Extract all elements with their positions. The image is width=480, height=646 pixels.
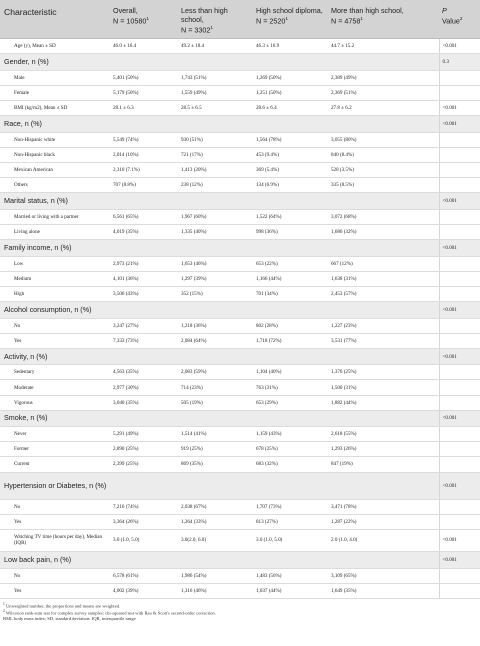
header-less-than-high-school: Less than high school, $N = 3302^1$ xyxy=(178,0,253,39)
cell-overall: 28.1 ± 6.3 xyxy=(110,101,178,116)
row-label: Current xyxy=(0,457,110,472)
cell-p-value xyxy=(439,132,480,147)
cell-p-value: <0.001 xyxy=(439,39,480,54)
row-label: Medium xyxy=(0,271,110,286)
table-row xyxy=(0,209,480,224)
cell-p-value xyxy=(439,163,480,178)
cell-diploma: 653 (29%) xyxy=(253,395,328,410)
section-header-row xyxy=(0,240,480,257)
table-row xyxy=(0,101,480,116)
table-row xyxy=(0,271,480,286)
row-label: No xyxy=(0,499,110,514)
cell-more: 1,227 (23%) xyxy=(328,318,439,333)
row-label: Low xyxy=(0,256,110,271)
cell-overall: 46.0 ± 16.4 xyxy=(110,39,178,54)
cell-more: 1,293 (26%) xyxy=(328,442,439,457)
table-row xyxy=(0,457,480,472)
cell-overall: 2,014 (10%) xyxy=(110,148,178,163)
table-row xyxy=(0,568,480,583)
table-row xyxy=(0,132,480,147)
row-label: Vigorous xyxy=(0,395,110,410)
cell-overall: 2,310 (7.1%) xyxy=(110,163,178,178)
cell-less: 505 (19%) xyxy=(178,395,253,410)
table-header-row xyxy=(0,0,480,39)
cell-overall: 3,247 (27%) xyxy=(110,318,178,333)
cell-less: 721 (17%) xyxy=(178,148,253,163)
cell-p-value: <0.001 xyxy=(439,552,480,569)
row-label: Never xyxy=(0,427,110,442)
cell-more: 1,638 (31%) xyxy=(328,271,439,286)
cell-p-value: <0.001 xyxy=(439,301,480,318)
footnote-abbreviations: BMI, body mass index; SD, standard deviation; IQR, interquartile range xyxy=(3,616,136,622)
cell-more: 27.8 ± 6.2 xyxy=(328,101,439,116)
cell-overall: 4,019 (35%) xyxy=(110,225,178,240)
cell-less: 1,413 (20%) xyxy=(178,163,253,178)
cell-diploma: 813 (27%) xyxy=(253,514,328,529)
row-label: Yes xyxy=(0,514,110,529)
cell-p-value xyxy=(439,333,480,348)
header-high-school-diploma: High school diploma, $N = 2520^1$ xyxy=(253,0,328,39)
table-row xyxy=(0,365,480,380)
cell-more: 2,389 (49%) xyxy=(328,71,439,86)
cell-diploma: 369 (5.4%) xyxy=(253,163,328,178)
header-overall: Overall, $N = 10580^1$ xyxy=(110,0,178,39)
cell-diploma: 678 (25%) xyxy=(253,442,328,457)
row-label: Watching TV time (hours per day), Median (IQR) xyxy=(0,529,110,552)
footnote-1: $^1$ Unweighted number, the proportions and means are weighted. xyxy=(3,601,121,609)
table-row xyxy=(0,163,480,178)
cell-diploma: 763 (31%) xyxy=(253,380,328,395)
section-title-marital-status: Marital status, n (%) xyxy=(0,193,439,210)
cell-overall: 2,890 (25%) xyxy=(110,442,178,457)
row-label: Female xyxy=(0,86,110,101)
cell-more: 1,882 (44%) xyxy=(328,395,439,410)
row-label: No xyxy=(0,568,110,583)
cell-overall: 6,561 (65%) xyxy=(110,209,178,224)
cell-p-value: 0.3 xyxy=(439,54,480,71)
cell-p-value xyxy=(439,256,480,271)
table-row xyxy=(0,427,480,442)
header-more-than-high-school: More than high school, $N = 4758^1$ xyxy=(328,0,439,39)
cell-p-value xyxy=(439,86,480,101)
cell-p-value xyxy=(439,318,480,333)
cell-overall: 5,401 (50%) xyxy=(110,71,178,86)
section-header-row xyxy=(0,472,480,499)
row-label: Married or living with a partner xyxy=(0,209,110,224)
section-header-row xyxy=(0,193,480,210)
cell-diploma: 1,564 (78%) xyxy=(253,132,328,147)
cell-less: 869 (35%) xyxy=(178,457,253,472)
footnote-2: $^2$ Wilcoxon rank-sum test for complex survey samples; chi-squared test with Rao & Scott's second-order correction. xyxy=(3,609,216,616)
table-row xyxy=(0,442,480,457)
cell-p-value: <0.001 xyxy=(439,529,480,552)
table-row xyxy=(0,395,480,410)
row-label: Yes xyxy=(0,583,110,598)
table-row xyxy=(0,286,480,301)
cell-diploma: 3.0 (1.0, 5.0) xyxy=(253,529,328,552)
cell-more: 1,376 (25%) xyxy=(328,365,439,380)
row-label: High xyxy=(0,286,110,301)
table-row xyxy=(0,583,480,598)
table-row xyxy=(0,71,480,86)
cell-more: 3,471 (78%) xyxy=(328,499,439,514)
cell-diploma: 453 (9.4%) xyxy=(253,148,328,163)
cell-more: 44.7 ± 15.2 xyxy=(328,39,439,54)
section-title-low-back-pain: Low back pain, n (%) xyxy=(0,552,439,569)
cell-diploma: 46.3 ± 16.9 xyxy=(253,39,328,54)
cell-less: 238 (12%) xyxy=(178,178,253,193)
cell-more: 3,072 (68%) xyxy=(328,209,439,224)
section-header-row xyxy=(0,348,480,365)
row-label: Moderate xyxy=(0,380,110,395)
cell-p-value: <0.001 xyxy=(439,472,480,499)
row-label: No xyxy=(0,318,110,333)
section-title-gender: Gender, n (%) xyxy=(0,54,439,71)
cell-p-value: <0.001 xyxy=(439,116,480,133)
cell-p-value xyxy=(439,514,480,529)
row-label: Age (y), Mean ± SD xyxy=(0,39,110,54)
section-title-activity: Activity, n (%) xyxy=(0,348,439,365)
cell-less: 28.5 ± 6.5 xyxy=(178,101,253,116)
cell-more: 667 (12%) xyxy=(328,256,439,271)
cell-p-value: <0.001 xyxy=(439,101,480,116)
cell-diploma: 1,037 (44%) xyxy=(253,583,328,598)
cell-overall: 2,977 (30%) xyxy=(110,380,178,395)
row-label: Non-Hispanic black xyxy=(0,148,110,163)
cell-overall: 7,333 (73%) xyxy=(110,333,178,348)
cell-diploma: 1,166 (44%) xyxy=(253,271,328,286)
cell-less: 352 (15%) xyxy=(178,286,253,301)
cell-diploma: 1,269 (50%) xyxy=(253,71,328,86)
cell-diploma: 134 (6.9%) xyxy=(253,178,328,193)
cell-overall: 3,040 (35%) xyxy=(110,395,178,410)
cell-overall: 707 (8.8%) xyxy=(110,178,178,193)
cell-overall: 5,549 (74%) xyxy=(110,132,178,147)
section-title-smoke: Smoke, n (%) xyxy=(0,410,439,427)
cell-less: 2,083 (59%) xyxy=(178,365,253,380)
table-footnotes xyxy=(0,599,480,622)
section-header-row xyxy=(0,54,480,71)
cell-overall: 4,101 (36%) xyxy=(110,271,178,286)
cell-less: 1,316 (46%) xyxy=(178,583,253,598)
row-label: Living alone xyxy=(0,225,110,240)
row-label: Non-Hispanic white xyxy=(0,132,110,147)
cell-overall: 5,179 (50%) xyxy=(110,86,178,101)
cell-more: 847 (19%) xyxy=(328,457,439,472)
cell-less: 1,986 (54%) xyxy=(178,568,253,583)
cell-diploma: 998 (36%) xyxy=(253,225,328,240)
cell-more: 840 (8.4%) xyxy=(328,148,439,163)
table-row xyxy=(0,380,480,395)
cell-overall: 3.0 (1.0, 5.0) xyxy=(110,529,178,552)
cell-less: 3.0(2.0, 6.0) xyxy=(178,529,253,552)
cell-more: 2,618 (55%) xyxy=(328,427,439,442)
table-row xyxy=(0,499,480,514)
cell-p-value: <0.001 xyxy=(439,410,480,427)
row-label: Yes xyxy=(0,333,110,348)
section-header-row xyxy=(0,301,480,318)
table-row xyxy=(0,529,480,552)
row-label: Mexican American xyxy=(0,163,110,178)
cell-p-value xyxy=(439,457,480,472)
cell-less: 714 (23%) xyxy=(178,380,253,395)
cell-more: 2,453 (57%) xyxy=(328,286,439,301)
cell-less: 1,218 (36%) xyxy=(178,318,253,333)
cell-more: 1,500 (31%) xyxy=(328,380,439,395)
header-p-value: P Value$^2$ xyxy=(439,0,480,39)
cell-p-value xyxy=(439,395,480,410)
cell-overall: 6,578 (61%) xyxy=(110,568,178,583)
cell-p-value xyxy=(439,225,480,240)
section-title-family-income: Family income, n (%) xyxy=(0,240,439,257)
cell-diploma: 28.6 ± 6.4 xyxy=(253,101,328,116)
cell-more: 528 (3.5%) xyxy=(328,163,439,178)
cell-p-value xyxy=(439,499,480,514)
section-header-row xyxy=(0,552,480,569)
cell-overall: 4,002 (39%) xyxy=(110,583,178,598)
table-row xyxy=(0,225,480,240)
row-label: Former xyxy=(0,442,110,457)
cell-more: 3,109 (65%) xyxy=(328,568,439,583)
section-title-race: Race, n (%) xyxy=(0,116,439,133)
cell-diploma: 802 (28%) xyxy=(253,318,328,333)
cell-p-value xyxy=(439,442,480,457)
cell-less: 1,967 (60%) xyxy=(178,209,253,224)
cell-more: 1,287 (22%) xyxy=(328,514,439,529)
cell-diploma: 1,718 (72%) xyxy=(253,333,328,348)
cell-less: 1,335 (40%) xyxy=(178,225,253,240)
cell-p-value xyxy=(439,365,480,380)
cell-p-value xyxy=(439,271,480,286)
cell-p-value: <0.001 xyxy=(439,193,480,210)
cell-more: 3,055 (80%) xyxy=(328,132,439,147)
cell-overall: 2,399 (25%) xyxy=(110,457,178,472)
cell-less: 930 (51%) xyxy=(178,132,253,147)
cell-diploma: 683 (32%) xyxy=(253,457,328,472)
cell-less: 919 (25%) xyxy=(178,442,253,457)
cell-less: 1,297 (39%) xyxy=(178,271,253,286)
cell-overall: 2,973 (21%) xyxy=(110,256,178,271)
cell-less: 1,743 (51%) xyxy=(178,71,253,86)
row-label: Others xyxy=(0,178,110,193)
cell-more: 1,649 (35%) xyxy=(328,583,439,598)
table-row xyxy=(0,514,480,529)
cell-less: 2,084 (64%) xyxy=(178,333,253,348)
cell-diploma: 701 (34%) xyxy=(253,286,328,301)
table-row xyxy=(0,86,480,101)
cell-less: 49.2 ± 18.4 xyxy=(178,39,253,54)
cell-overall: 4,563 (35%) xyxy=(110,365,178,380)
cell-less: 2,038 (67%) xyxy=(178,499,253,514)
table-row xyxy=(0,256,480,271)
cell-p-value xyxy=(439,148,480,163)
row-label: BMI (kg/m2), Mean ± SD xyxy=(0,101,110,116)
cell-p-value xyxy=(439,380,480,395)
section-header-row xyxy=(0,410,480,427)
cell-overall: 3,364 (26%) xyxy=(110,514,178,529)
cell-less: 1,559 (49%) xyxy=(178,86,253,101)
cell-diploma: 1,522 (64%) xyxy=(253,209,328,224)
cell-less: 1,653 (46%) xyxy=(178,256,253,271)
table-row xyxy=(0,333,480,348)
cell-diploma: 1,104 (40%) xyxy=(253,365,328,380)
cell-more: 1,686 (32%) xyxy=(328,225,439,240)
cell-diploma: 1,483 (56%) xyxy=(253,568,328,583)
cell-diploma: 1,251 (50%) xyxy=(253,86,328,101)
section-title-alcohol: Alcohol consumption, n (%) xyxy=(0,301,439,318)
cell-p-value xyxy=(439,71,480,86)
cell-overall: 7,216 (74%) xyxy=(110,499,178,514)
row-label: Sedentary xyxy=(0,365,110,380)
cell-overall: 5,291 (49%) xyxy=(110,427,178,442)
cell-more: 3,531 (77%) xyxy=(328,333,439,348)
cell-more: 2.0 (1.0, 4.0) xyxy=(328,529,439,552)
section-title-hypertension-diabetes: Hypertension or Diabetes, n (%) xyxy=(0,472,439,499)
header-characteristic: Characteristic xyxy=(0,0,110,39)
cell-less: 1,514 (41%) xyxy=(178,427,253,442)
table-row xyxy=(0,39,480,54)
cell-p-value xyxy=(439,178,480,193)
cell-p-value xyxy=(439,568,480,583)
cell-p-value xyxy=(439,286,480,301)
cell-more: 2,369 (51%) xyxy=(328,86,439,101)
section-header-row xyxy=(0,116,480,133)
row-label: Male xyxy=(0,71,110,86)
table-row xyxy=(0,178,480,193)
cell-p-value xyxy=(439,583,480,598)
cell-overall: 3,506 (43%) xyxy=(110,286,178,301)
cell-less: 1,264 (33%) xyxy=(178,514,253,529)
table-row xyxy=(0,318,480,333)
cell-p-value: <0.001 xyxy=(439,348,480,365)
cell-more: 335 (8.5%) xyxy=(328,178,439,193)
cell-p-value: <0.001 xyxy=(439,240,480,257)
cell-p-value xyxy=(439,427,480,442)
table-row xyxy=(0,148,480,163)
cell-diploma: 653 (22%) xyxy=(253,256,328,271)
cell-diploma: 1,707 (73%) xyxy=(253,499,328,514)
cell-p-value xyxy=(439,209,480,224)
cell-diploma: 1,159 (43%) xyxy=(253,427,328,442)
